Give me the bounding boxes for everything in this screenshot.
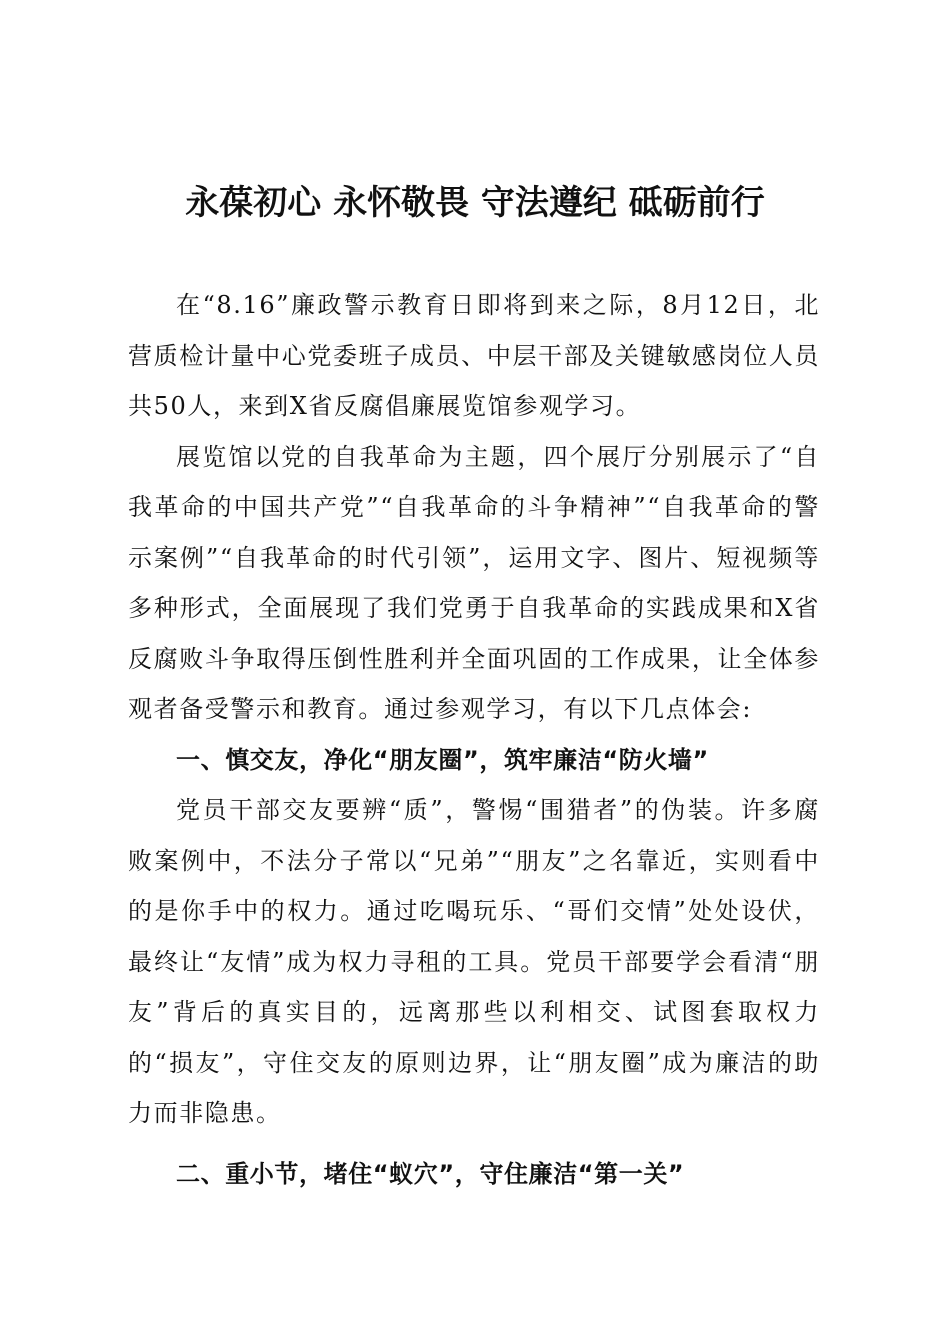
document-title: 永葆初心 永怀敬畏 守法遵纪 砥砺前行 — [185, 183, 765, 223]
exhibition-paragraph: 展览馆以党的自我革命为主题，四个展厅分别展示了“自我革命的中国共产党”“自我革命的斗争精神”“自我革命的警示案例”“自我革命的时代引领”，运用文字、图片、短视频等多种形式，全面展现了我们党勇于自我革命的实践成果和X省反腐败斗争取得压倒性胜利并全面巩固的工作成果，让全体参观者备受警示和教育。通过参观学习，有以下几点体会: — [128, 442, 820, 723]
section-heading-1: 一、慎交友，净化“朋友圈”，筑牢廉洁“防火墙” — [176, 745, 709, 774]
document-body — [128, 280, 820, 1199]
section-heading-2: 二、重小节，堵住“蚁穴”，守住廉洁“第一关” — [176, 1159, 685, 1188]
section-paragraph-1: 党员干部交友要辨“质”，警惕“围猎者”的伪装。许多腐败案例中，不法分子常以“兄弟”“朋友”之名靠近，实则看中的是你手中的权力。通过吃喝玩乐、“哥们交情”处处设伏，最终让“友情”成为权力寻租的工具。党员干部要学会看清“朋友”背后的真实目的，远离那些以利相交、试图套取权力的“损友”，守住交友的原则边界，让“朋友圈”成为廉洁的助力而非隐患。 — [128, 796, 820, 1127]
intro-paragraph: 在“8.16”廉政警示教育日即将到来之际，8月12日，北营质检计量中心党委班子成员、中层干部及关键敏感岗位人员共50人，来到X省反腐倡廉展览馆参观学习。 — [128, 291, 820, 420]
